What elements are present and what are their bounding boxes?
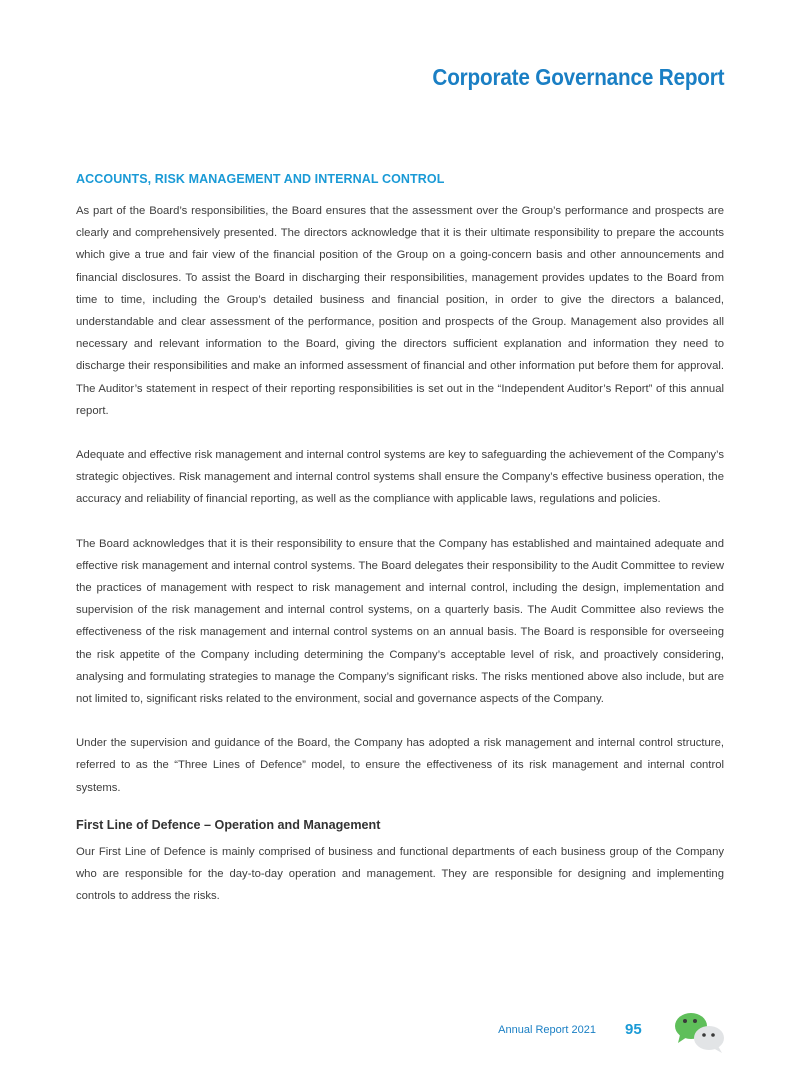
footer-report-label: Annual Report 2021 <box>498 1024 596 1036</box>
section-heading: ACCOUNTS, RISK MANAGEMENT AND INTERNAL CONTROL <box>76 172 445 186</box>
document-body <box>76 172 724 929</box>
page-title: Corporate Governance Report <box>432 64 724 90</box>
paragraph-risk-systems: Adequate and effective risk management and internal control systems are key to safeguarding the achievement of the Company’s strategic objectives. Risk management and internal control systems shall ensure the Company’s effective business operation, the accuracy and reliability of financial reporting, as well as the compliance with applicable laws, regulations and policies. <box>76 449 724 506</box>
wechat-logo-icon <box>674 1011 726 1053</box>
paragraph-first-line-of-defence: Our First Line of Defence is mainly comprised of business and functional departments of each business group of the Company who are responsible for the day-to-day operation and management. They are responsible for designing and implementing controls to address the risks. <box>76 845 724 903</box>
paragraph-board-responsibilities: As part of the Board’s responsibilities, the Board ensures that the assessment over the Group’s performance and prospects are clearly and comprehensively presented. The directors acknowledge that it is their ultimate responsibility to prepare the accounts which give a true and fair view of the financial position of the Group on a going-concern basis and other announcements and financial disclosures. To assist the Board in discharging their responsibilities, management provides updates to the Board from time to time, including the Group’s detailed business and financial position, in order to give the directors a balanced, understandable and clear assessment of the performance, position and prospects of the Group. Management also provides all necessary and relevant information to the Board, giving the directors sufficient explanation and information they need to discharge their responsibilities and make an informed assessment of financial and other information put before them for approval. The Auditor’s statement in respect of their reporting responsibilities is set out in the “Independent Auditor’s Report” of this annual report. <box>76 205 724 417</box>
paragraph-three-lines-of-defence: Under the supervision and guidance of the Board, the Company has adopted a risk management and internal control structure, referred to as the “Three Lines of Defence” model, to ensure the effectiveness of its risk management and internal control systems. <box>76 737 724 794</box>
paragraph-board-acknowledgement: The Board acknowledges that it is their responsibility to ensure that the Company has established and maintained adequate and effective risk management and internal control systems. The Board delegates their responsibility to the Audit Committee to review the practices of management with respect to risk management and internal control, including the design, implementation and supervision of the risk management and internal control systems, on a quarterly basis. The Audit Committee also reviews the effectiveness of the risk management and internal control systems on an annual basis. The Board is responsible for overseeing the risk appetite of the Company including determining the Company’s acceptable level of risk, and proactively considering, analysing and formulating strategies to manage the Company’s significant risks. The risks mentioned above also include, but are not limited to, significant risks related to the environment, social and governance aspects of the Company. <box>76 537 724 706</box>
subsection-heading: First Line of Defence – Operation and Management <box>76 817 381 832</box>
page-number: 95 <box>625 1021 642 1038</box>
